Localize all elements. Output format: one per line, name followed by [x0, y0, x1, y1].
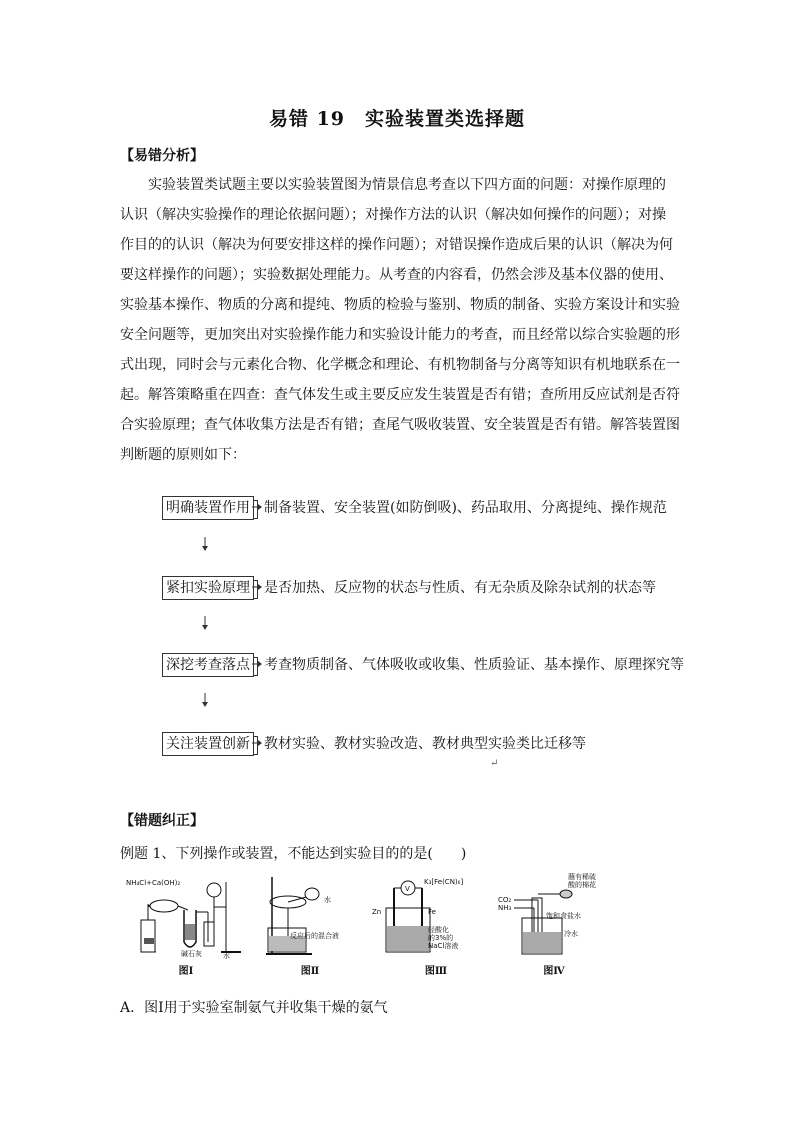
- fig4-nh3-label: NH₃: [498, 904, 512, 912]
- analysis-line: 判断题的原则如下：: [120, 447, 246, 463]
- section-heading-correction: 【错题纠正】: [120, 813, 204, 829]
- fig2-mix-label: 反应后的混合液: [290, 932, 339, 940]
- analysis-line: 实验装置类试题主要以实验装置图为情景信息考查以下四方面的问题：对操作原理的: [148, 177, 666, 193]
- right-arrow-icon: [252, 581, 262, 593]
- right-arrow-icon: [252, 737, 262, 749]
- analysis-line: 合实验原理；查气体收集方法是否有错；查尾气吸收装置、安全装置是否有错。解答装置图: [120, 417, 680, 433]
- fig3-voltmeter-label: V: [405, 885, 410, 893]
- fig3-solution-line2: 的3%的: [428, 934, 454, 942]
- analysis-line: 作目的的认识（解决为何要安排这样的操作问题）；对错误操作造成后果的认识（解决为何: [120, 237, 673, 253]
- analysis-line: 认识（解决实验操作的理论依据问题）；对操作方法的认识（解决如何操作的问题）；对操: [120, 207, 666, 223]
- fig4-cold-water-label: 冷水: [564, 930, 578, 938]
- analysis-line: 式出现，同时会与元素化合物、化学概念和理论、有机物制备与分离等知识有机地联系在一: [120, 357, 680, 373]
- flow-box: 深挖考查落点: [162, 653, 254, 677]
- figure-1-caption: 图Ⅰ: [178, 966, 194, 977]
- fig3-fe-label: Fe: [428, 908, 436, 916]
- fig1-water-label: 水: [223, 952, 230, 960]
- figure-4-apparatus: [498, 872, 608, 962]
- figure-1-apparatus: [126, 872, 246, 962]
- page-title: 易错 19 实验装置类选择题: [268, 108, 526, 130]
- fig3-reagent-label: K₃[Fe(CN)₆]: [424, 878, 464, 886]
- down-arrow-icon: [200, 693, 210, 707]
- figure-3-apparatus: [370, 872, 480, 962]
- fig4-brine-label: 饱和食盐水: [546, 912, 581, 920]
- fig1-reagent-label: NH₄Cl+Ca(OH)₂: [126, 879, 181, 887]
- flow-description: 考查物质制备、气体吸收或收集、性质验证、基本操作、原理探究等: [264, 657, 684, 673]
- analysis-paragraph: [120, 170, 680, 470]
- right-arrow-icon: [252, 501, 262, 513]
- flow-box: 紧扣实验原理: [162, 576, 254, 600]
- right-arrow-icon: [252, 658, 262, 670]
- paragraph-mark: ↵: [490, 758, 499, 769]
- flow-description: 教材实验、教材实验改造、教材典型实验类比迁移等: [264, 736, 586, 752]
- analysis-line: 安全问题等，更加突出对实验操作能力和实验设计能力的考查，而且经常以综合实验题的形: [120, 327, 680, 343]
- fig1-lime-label: 碱石灰: [181, 950, 202, 958]
- flow-box: 明确装置作用: [162, 496, 254, 520]
- fig4-cotton-line1: 蘸有稀硫: [568, 873, 596, 881]
- down-arrow-icon: [200, 616, 210, 630]
- figure-2-apparatus: [262, 872, 362, 962]
- down-arrow-icon: [200, 537, 210, 551]
- flow-box: 关注装置创新: [162, 732, 254, 756]
- figure-2-caption: 图Ⅱ: [300, 966, 320, 977]
- fig3-solution-line3: NaCl溶液: [428, 942, 459, 950]
- analysis-line: 要这样操作的问题）；实验数据处理能力。从考查的内容看，仍然会涉及基本仪器的使用、: [120, 267, 673, 283]
- flow-description: 是否加热、反应物的状态与性质、有无杂质及除杂试剂的状态等: [264, 580, 656, 596]
- fig4-cotton-line2: 酸的棉花: [568, 881, 596, 889]
- section-heading-analysis: 【易错分析】: [120, 148, 204, 164]
- fig3-zn-label: Zn: [372, 908, 382, 916]
- figure-4-caption: 图Ⅳ: [543, 966, 565, 977]
- flow-description: 制备装置、安全装置(如防倒吸)、药品取用、分离提纯、操作规范: [264, 500, 667, 516]
- analysis-line: 起。解答策略重在四查：查气体发生或主要反应发生装置是否有错；查所用反应试剂是否符: [120, 387, 680, 403]
- option-a: A．图Ⅰ用于实验室制氨气并收集干燥的氨气: [120, 1000, 388, 1016]
- fig2-water-label: 水: [324, 896, 331, 904]
- fig3-solution-line1: 经酸化: [428, 926, 449, 934]
- analysis-line: 实验基本操作、物质的分离和提纯、物质的检验与鉴别、物质的制备、实验方案设计和实验: [120, 297, 680, 313]
- fig4-co2-label: CO₂: [498, 896, 512, 904]
- example-question: 例题 1、下列操作或装置，不能达到实验目的的是( ): [120, 846, 467, 862]
- figure-3-caption: 图Ⅲ: [424, 966, 448, 977]
